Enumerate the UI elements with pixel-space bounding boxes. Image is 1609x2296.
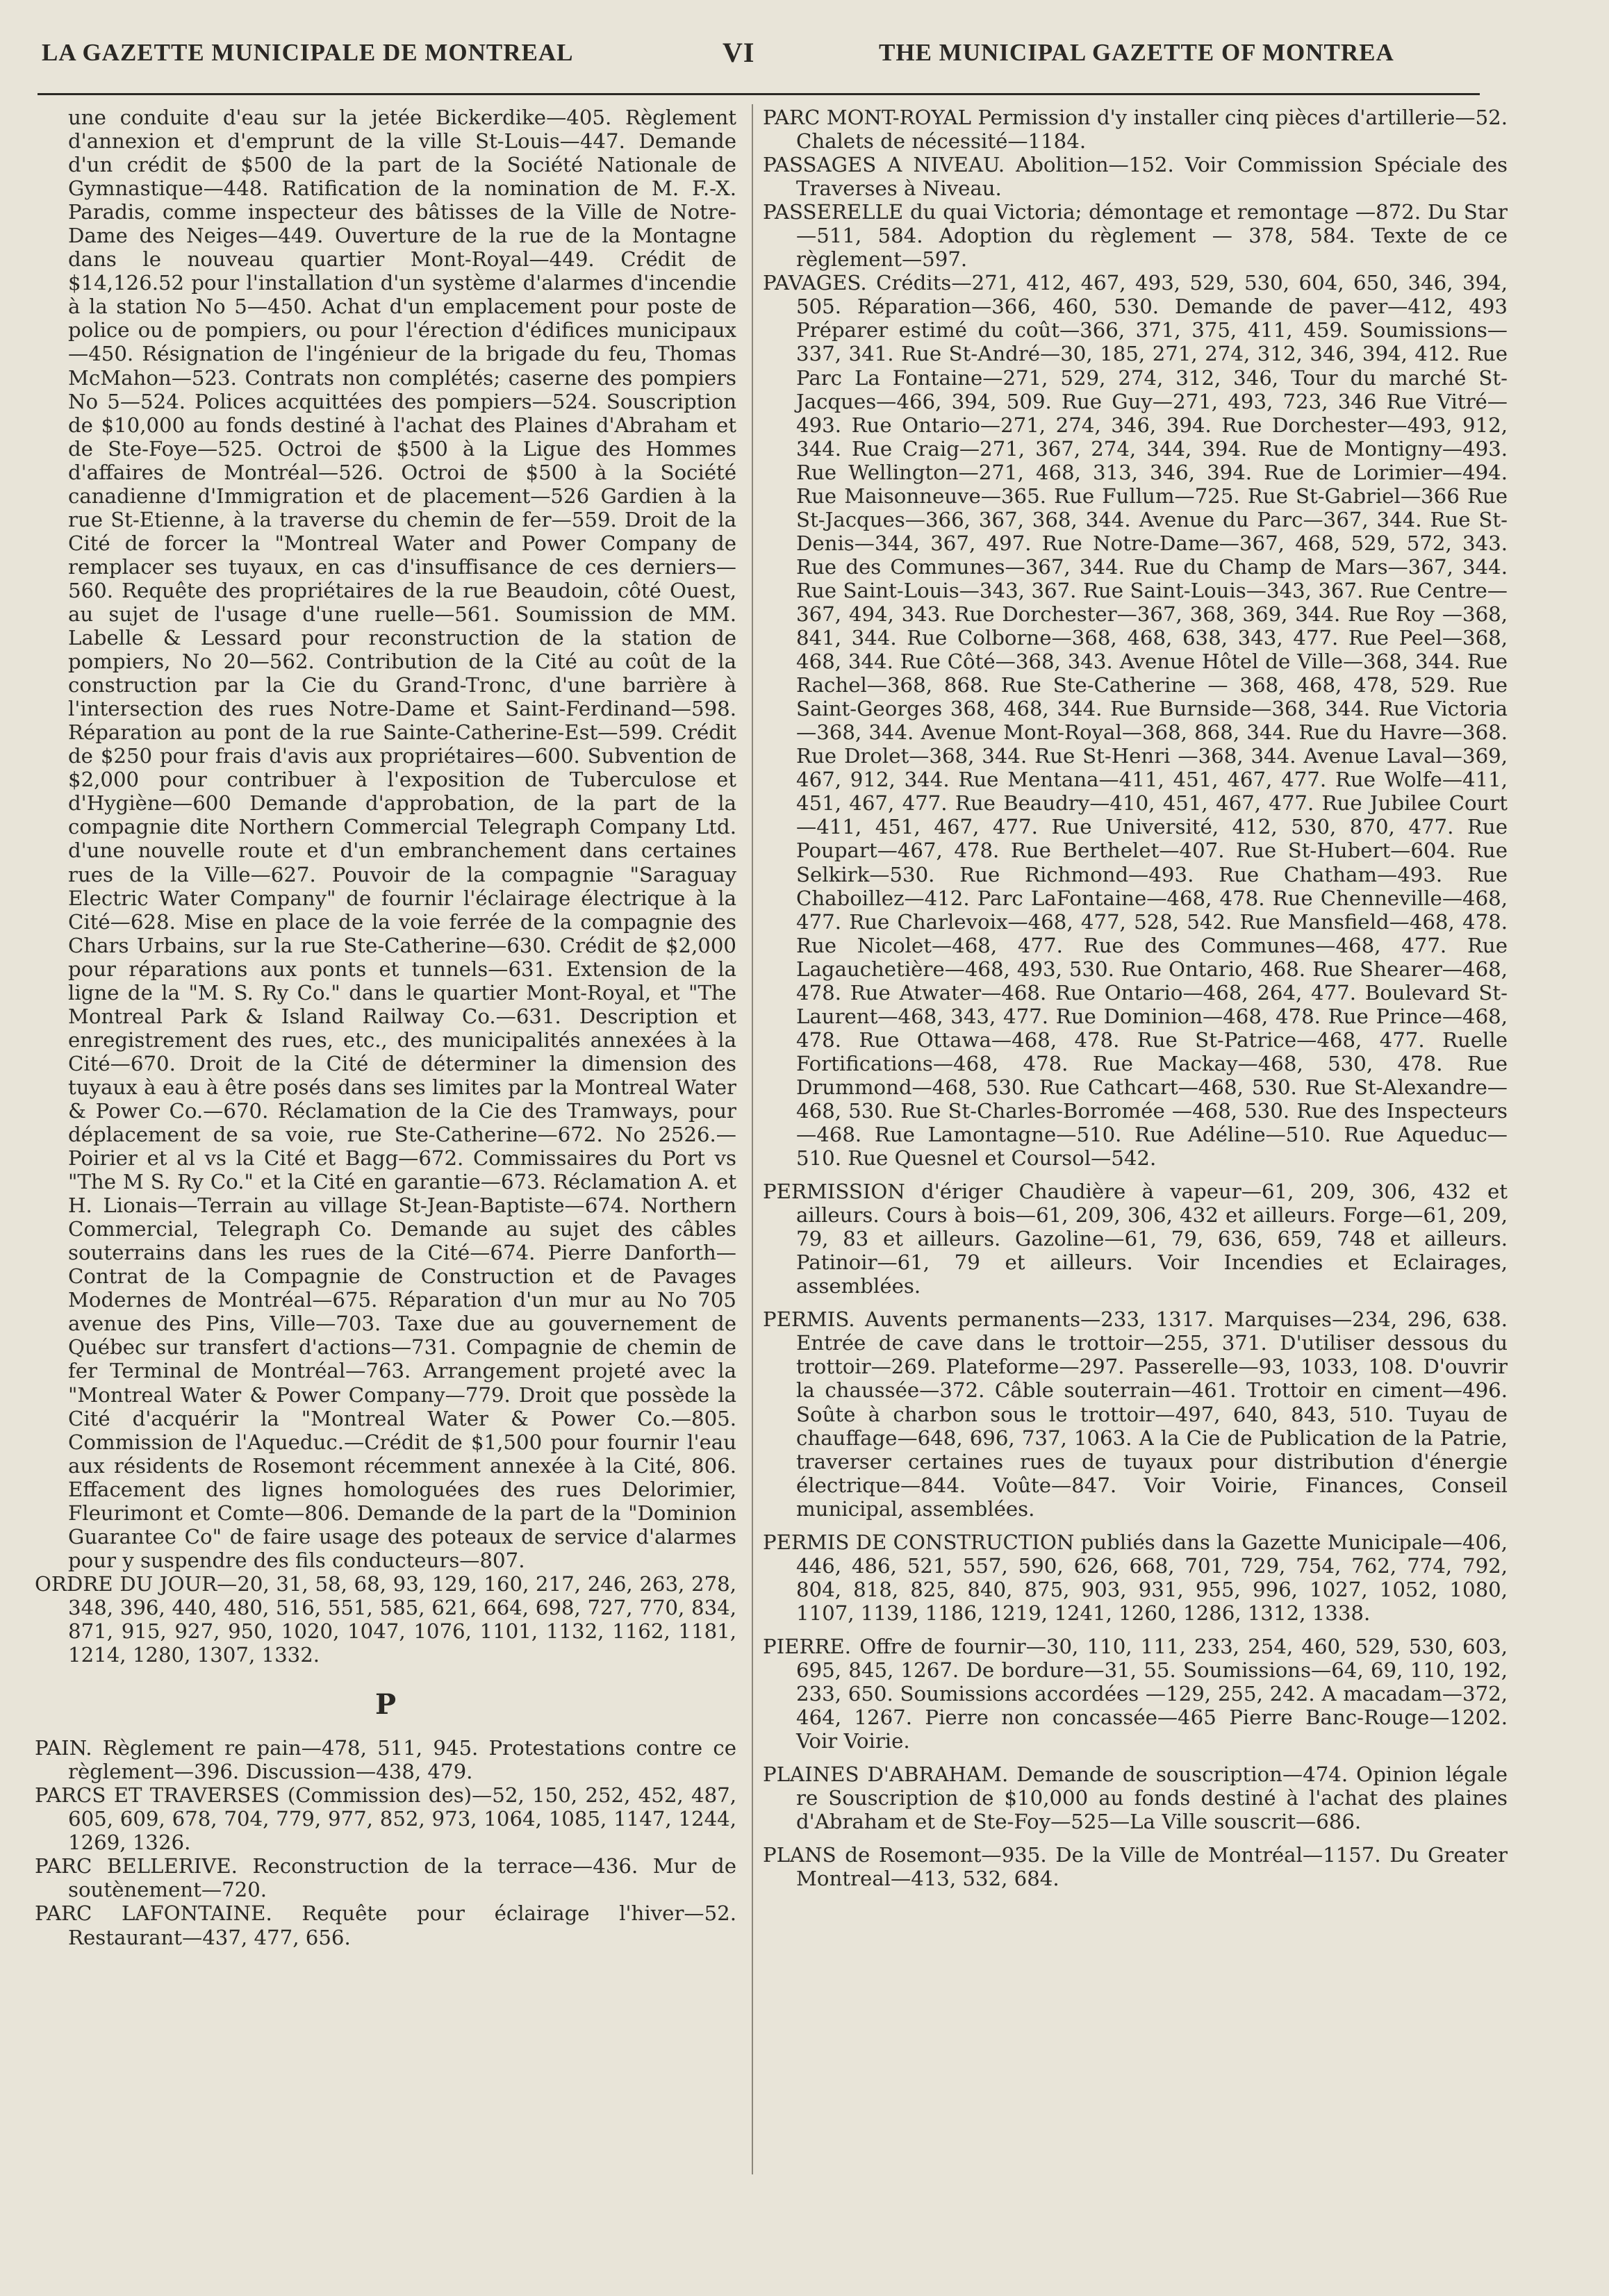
- header-title-french: LA GAZETTE MUNICIPALE DE MONTREAL: [42, 39, 574, 66]
- index-entry-pierre: PIERRE. Offre de fournir—30, 110, 111, 233, 254, 460, 529, 530, 603, 695, 845, 1267. De bordure—31, 55. Soumissions—64, 69, 110, 192, 233, 650. Soumissions accordées —129, 255, 242. A macadam—372, 464, 1267. Pierre non concassée—465 Pierre Banc-Rouge—1202. Voir Voirie.: [763, 1634, 1508, 1753]
- right-column: [763, 106, 1508, 1890]
- index-entry-permis-de-construction: PERMIS DE CONSTRUCTION publiés dans la Gazette Municipale—406, 446, 486, 521, 557, 590, 626, 668, 701, 729, 754, 762, 774, 792, 804, 818, 825, 840, 875, 903, 931, 955, 996, 1027, 1052, 1080, 1107, 1139, 1186, 1219, 1241, 1260, 1286, 1312, 1338.: [763, 1530, 1508, 1625]
- index-entry-passerelle: PASSERELLE du quai Victoria; démontage et remontage —872. Du Star—511, 584. Adoption du règlement — 378, 584. Texte de ce règlement—597.: [763, 200, 1508, 272]
- page-number: VI: [723, 37, 755, 68]
- header-rule: [38, 93, 1480, 95]
- index-entry-plans: PLANS de Rosemont—935. De la Ville de Montréal—1157. Du Greater Montreal—413, 532, 684.: [763, 1843, 1508, 1891]
- header-title-english: THE MUNICIPAL GAZETTE OF MONTREA: [879, 39, 1394, 66]
- index-entry-pain: PAIN. Règlement re pain—478, 511, 945. Protestations contre ce règlement—396. Discussion—438, 479.: [35, 1736, 736, 1784]
- index-entry-passages-a-niveau: PASSAGES A NIVEAU. Abolition—152. Voir Commission Spéciale des Traverses à Niveau.: [763, 153, 1508, 201]
- index-entry-parc-lafontaine: PARC LAFONTAINE. Requête pour éclairage l'hiver—52. Restaurant—437, 477, 656.: [35, 1901, 736, 1949]
- page-header: [42, 39, 1473, 81]
- index-entry-pavages: PAVAGES. Crédits—271, 412, 467, 493, 529, 530, 604, 650, 346, 394, 505. Réparation—366, 460, 530. Demande de paver—412, 493 Préparer estimé du coût—366, 371, 375, 411, 459. Soumissions—337, 341. Rue St-André—30, 185, 271, 274, 312, 346, 394, 412. Rue Parc La Fontaine—271, 529, 274, 312, 346, Tour du marché St-Jacques—466, 394, 509. Rue Guy—271, 493, 723, 346 Rue Vitré—493. Rue Ontario—271, 274, 346, 394. Rue Dorchester—493, 912, 344. Rue Craig—271, 367, 274, 344, 394. Rue de Montigny—493. Rue Wellington—271, 468, 313, 346, 394. Rue de Lorimier—494. Rue Maisonneuve—365. Rue Fullum—725. Rue St-Gabriel—366 Rue St-Jacques—366, 367, 368, 344. Avenue du Parc—367, 344. Rue St-Denis—344, 367, 497. Rue Notre-Dame—367, 468, 529, 572, 343. Rue des Communes—367, 344. Rue du Champ de Mars—367, 344. Rue Saint-Louis—343, 367. Rue Saint-Louis—343, 367. Rue Centre—367, 494, 343. Rue Dorchester—367, 368, 369, 344. Rue Roy —368, 841, 344. Rue Colborne—368, 468, 638, 343, 477. Rue Peel—368, 468, 344. Rue Côté—368, 343. Avenue Hôtel de Ville—368, 344. Rue Rachel—368, 868. Rue Ste-Catherine — 368, 468, 478, 529. Rue Saint-Georges 368, 468, 344. Rue Burnside—368, 344. Rue Victoria —368, 344. Avenue Mont-Royal—368, 868, 344. Rue du Havre—368. Rue Drolet—368, 344. Rue St-Henri —368, 344. Avenue Laval—369, 467, 912, 344. Rue Mentana—411, 451, 467, 477. Rue Wolfe—411, 451, 467, 477. Rue Beaudry—410, 451, 467, 477. Rue Jubilee Court—411, 451, 467, 477. Rue Université, 412, 530, 870, 477. Rue Poupart—467, 478. Rue Berthelet—407. Rue St-Hubert—604. Rue Selkirk—530. Rue Richmond—493. Rue Chatham—493. Rue Chaboillez—412. Parc LaFontaine—468, 478. Rue Chenneville—468, 477. Rue Charlevoix—468, 477, 528, 542. Rue Mansfield—468, 478. Rue Nicolet—468, 477. Rue des Communes—468, 477. Rue Lagauchetière—468, 493, 530. Rue Ontario, 468. Rue Shearer—468, 478. Rue Atwater—468. Rue Ontario—468, 264, 477. Boulevard St-Laurent—468, 343, 477. Rue Dominion—468, 478. Rue Prince—468, 478. Rue Ottawa—468, 478. Rue St-Patrice—468, 477. Ruelle Fortifications—468, 478. Rue Mackay—468, 530, 478. Rue Drummond—468, 530. Rue Cathcart—468, 530. Rue St-Alexandre—468, 530. Rue St-Charles-Borromée —468, 530. Rue des Inspecteurs—468. Rue Lamontagne—510. Rue Adéline—510. Rue Aqueduc—510. Rue Quesnel et Coursol—542.: [763, 271, 1508, 1171]
- index-entry-parc-bellerive: PARC BELLERIVE. Reconstruction de la terrace—436. Mur de soutènement—720.: [35, 1854, 736, 1902]
- index-entry-permission: PERMISSION d'ériger Chaudière à vapeur—61, 209, 306, 432 et ailleurs. Cours à bois—61, 209, 306, 432 et ailleurs. Forge—61, 209, 79, 83 et ailleurs. Gazoline—61, 79, 636, 659, 748 et ailleurs. Patinoir—61, 79 et ailleurs. Voir Incendies et Eclairages, assemblées.: [763, 1180, 1508, 1298]
- index-entry-parcs-et-traverses: PARCS ET TRAVERSES (Commission des)—52, 150, 252, 452, 487, 605, 609, 678, 704, 779, 977, 852, 973, 1064, 1085, 1147, 1244, 1269, 1326.: [35, 1783, 736, 1855]
- index-entry-parc-mont-royal: PARC MONT-ROYAL Permission d'y installer cinq pièces d'artillerie—52. Chalets de nécessité—1184.: [763, 106, 1508, 154]
- section-letter-heading: P: [374, 1688, 397, 1721]
- left-column: [35, 106, 736, 1949]
- index-entry-continuation: une conduite d'eau sur la jetée Bickerdike—405. Règlement d'annexion et d'emprunt de la ville St-Louis—447. Demande d'un crédit de $500 de la part de la Société Nationale de Gymnastique—448. Ratification de la nomination de M. F.-X. Paradis, comme inspecteur des bâtisses de la Ville de Notre-Dame des Neiges—449. Ouverture de la rue de la Montagne dans le nouveau quartier Mont-Royal—449. Crédit de $14,126.52 pour l'installation d'un système d'alarmes d'incendie à la station No 5—450. Achat d'un emplacement pour poste de police ou de pompiers, ou pour l'érection d'édifices municipaux—450. Résignation de l'ingénieur de la brigade du feu, Thomas McMahon—523. Contrats non complétés; caserne des pompiers No 5—524. Polices acquittées des pompiers—524. Souscription de $10,000 au fonds destiné à l'achat des Plaines d'Abraham et de Ste-Foye—525. Octroi de $500 à la Ligue des Hommes d'affaires de Montréal—526. Octroi de $500 à la Société canadienne d'Immigration et de placement—526 Gardien à la rue St-Etienne, à la traverse du chemin de fer—559. Droit de la Cité de forcer la "Montreal Water and Power Company de remplacer ses tuyaux, en cas d'insuffisance de ces derniers—560. Requête des propriétaires de la rue Beaudoin, côté Ouest, au sujet de l'usage d'une ruelle—561. Soumission de MM. Labelle & Lessard pour reconstruction de la station de pompiers, No 20—562. Contribution de la Cité au coût de la construction par la Cie du Grand-Tronc, d'une barrière à l'intersection des rues Notre-Dame et Saint-Ferdinand—598. Réparation au pont de la rue Sainte-Catherine-Est—599. Crédit de $250 pour frais d'avis aux propriétaires—600. Subvention de $2,000 pour contribuer à l'exposition de Tuberculose et d'Hygiène—600 Demande d'approbation, de la part de la compagnie dite Northern Commercial Telegraph Company Ltd. d'une nouvelle route et d'un embranchement dans certaines rues de la Ville—627. Pouvoir de la compagnie "Saraguay Electric Water Company" de fournir l'éclairage électrique à la Cité—628. Mise en place de la voie ferrée de la compagnie des Chars Urbains, sur la rue Ste-Catherine—630. Crédit de $2,000 pour réparations aux ponts et tunnels—631. Extension de la ligne de la "M. S. Ry Co." dans le quartier Mont-Royal, et "The Montreal Park & Island Railway Co.—631. Description et enregistrement des rues, etc., des municipalités annexées à la Cité—670. Droit de la Cité de déterminer la dimension des tuyaux à eau à être posés dans ses limites par la Montreal Water & Power Co.—670. Réclamation de la Cie des Tramways, pour déplacement de sa voie, rue Ste-Catherine—672. No 2526.—Poirier et al vs la Cité et Bagg—672. Commissaires du Port vs "The M S. Ry Co." et la Cité en garantie—673. Réclamation A. et H. Lionais—Terrain au village St-Jean-Baptiste—674. Northern Commercial, Telegraph Co. Demande au sujet des câbles souterrains dans les rues de la Cité—674. Pierre Danforth—Contrat de la Compagnie de Construction et de Pavages Modernes de Montréal—675. Réparation d'un mur au No 705 avenue des Pins, Ville—703. Taxe due au gouvernement de Québec sur transfert d'actions—731. Compagnie de chemin de fer Terminal de Montréal—763. Arrangement projeté avec la "Montreal Water & Power Company—779. Droit que possède la Cité d'acquérir la "Montreal Water & Power Co.—805. Commission de l'Aqueduc.—Crédit de $1,500 pour fournir l'eau aux résidents de Rosemont récemment annexée à la Cité, 806. Effacement des lignes homologuées des rues Delorimier, Fleurimont et Comte—806. Demande de la part de la "Dominion Guarantee Co" de faire usage des poteaux de service d'alarmes pour y suspendre des fils conducteurs—807.: [68, 106, 736, 1572]
- index-entry-permis: PERMIS. Auvents permanents—233, 1317. Marquises—234, 296, 638. Entrée de cave dans le trottoir—255, 371. D'utiliser dessous du trottoir—269. Plateforme—297. Passerelle—93, 1033, 108. D'ouvrir la chaussée—372. Câble souterrain—461. Trottoir en ciment—496. Soûte à charbon sous le trottoir—497, 640, 843, 510. Tuyau de chauffage—648, 696, 737, 1063. A la Cie de Publication de la Patrie, traverser certaines rues de tuyaux pour distribution d'énergie électrique—844. Voûte—847. Voir Voirie, Finances, Conseil municipal, assemblées.: [763, 1307, 1508, 1521]
- index-entry-ordre-du-jour: ORDRE DU JOUR—20, 31, 58, 68, 93, 129, 160, 217, 246, 263, 278, 348, 396, 440, 480, 516, 551, 585, 621, 664, 698, 727, 770, 834, 871, 915, 927, 950, 1020, 1047, 1076, 1101, 1132, 1162, 1181, 1214, 1280, 1307, 1332.: [35, 1571, 736, 1667]
- index-entry-plaines-d-abraham: PLAINES D'ABRAHAM. Demande de souscription—474. Opinion légale re Souscription de $10,000 au fonds destiné à l'achat des plaines d'Abraham et de Ste-Foy—525—La Ville souscrit—686.: [763, 1762, 1508, 1834]
- column-divider: [752, 104, 753, 2174]
